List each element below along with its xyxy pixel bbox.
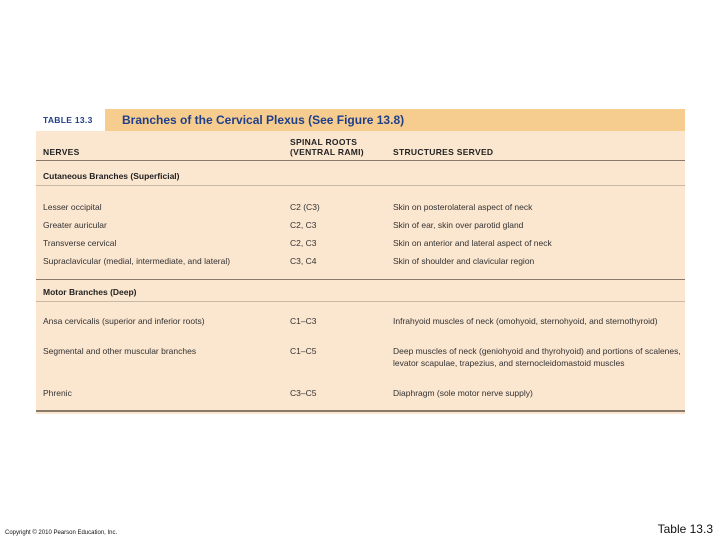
header-rule bbox=[36, 160, 685, 161]
section-title-motor: Motor Branches (Deep) bbox=[43, 287, 137, 297]
table-title-bar bbox=[36, 109, 685, 131]
table-row-structures: Skin on anterior and lateral aspect of neck bbox=[393, 238, 552, 248]
table-row-nerve: Ansa cervicalis (superior and inferior roots) bbox=[43, 316, 205, 326]
table-row-nerve: Phrenic bbox=[43, 388, 72, 398]
table-row-nerve: Greater auricular bbox=[43, 220, 107, 230]
section-title-cutaneous: Cutaneous Branches (Superficial) bbox=[43, 171, 180, 181]
table-label: Table 13.3 bbox=[657, 522, 713, 536]
table-row-nerve: Lesser occipital bbox=[43, 202, 102, 212]
table-row-structures: Deep muscles of neck (geniohyoid and thyrohyoid) and portions of scalenes, levator scapulae, trapezius, and sternocleidomastoid muscles bbox=[393, 346, 681, 368]
table-tag bbox=[36, 109, 105, 131]
header-structures: STRUCTURES SERVED bbox=[393, 147, 494, 157]
table-row-structures: Infrahyoid muscles of neck (omohyoid, sternohyoid, and sternothyroid) bbox=[393, 316, 658, 326]
table-row-roots: C3–C5 bbox=[290, 388, 317, 398]
cervical-plexus-table bbox=[36, 109, 685, 414]
table-title: Branches of the Cervical Plexus (See Figure 13.8) bbox=[122, 113, 405, 127]
table-row-nerve: Transverse cervical bbox=[43, 238, 117, 248]
table-row-roots: C2 (C3) bbox=[290, 202, 320, 212]
table-row-structures: Diaphragm (sole motor nerve supply) bbox=[393, 388, 533, 398]
section-divider bbox=[36, 279, 685, 280]
header-spinal-roots: SPINAL ROOTS bbox=[290, 137, 358, 147]
table-row-roots: C2, C3 bbox=[290, 238, 317, 248]
table-number: TABLE 13.3 bbox=[43, 115, 93, 125]
table-row-nerve: Segmental and other muscular branches bbox=[43, 346, 197, 356]
table-row-structures: Skin of ear, skin over parotid gland bbox=[393, 220, 524, 230]
table-row-roots: C3, C4 bbox=[290, 256, 317, 266]
header-ventral-rami: (VENTRAL RAMI) bbox=[290, 147, 364, 157]
section-rule bbox=[36, 301, 685, 302]
table-row-roots: C2, C3 bbox=[290, 220, 317, 230]
header-nerves: NERVES bbox=[43, 147, 80, 157]
table-row-structures: Skin of shoulder and clavicular region bbox=[393, 256, 535, 266]
table-row-roots: C1–C5 bbox=[290, 346, 317, 356]
table-bottom-rule bbox=[36, 410, 685, 412]
copyright-text: Copyright © 2010 Pearson Education, Inc. bbox=[5, 530, 118, 536]
table-row-nerve: Supraclavicular (medial, intermediate, and lateral) bbox=[43, 256, 231, 266]
table-row-structures: Skin on posterolateral aspect of neck bbox=[393, 202, 533, 212]
table-row-roots: C1–C3 bbox=[290, 316, 317, 326]
section-rule bbox=[36, 185, 685, 186]
